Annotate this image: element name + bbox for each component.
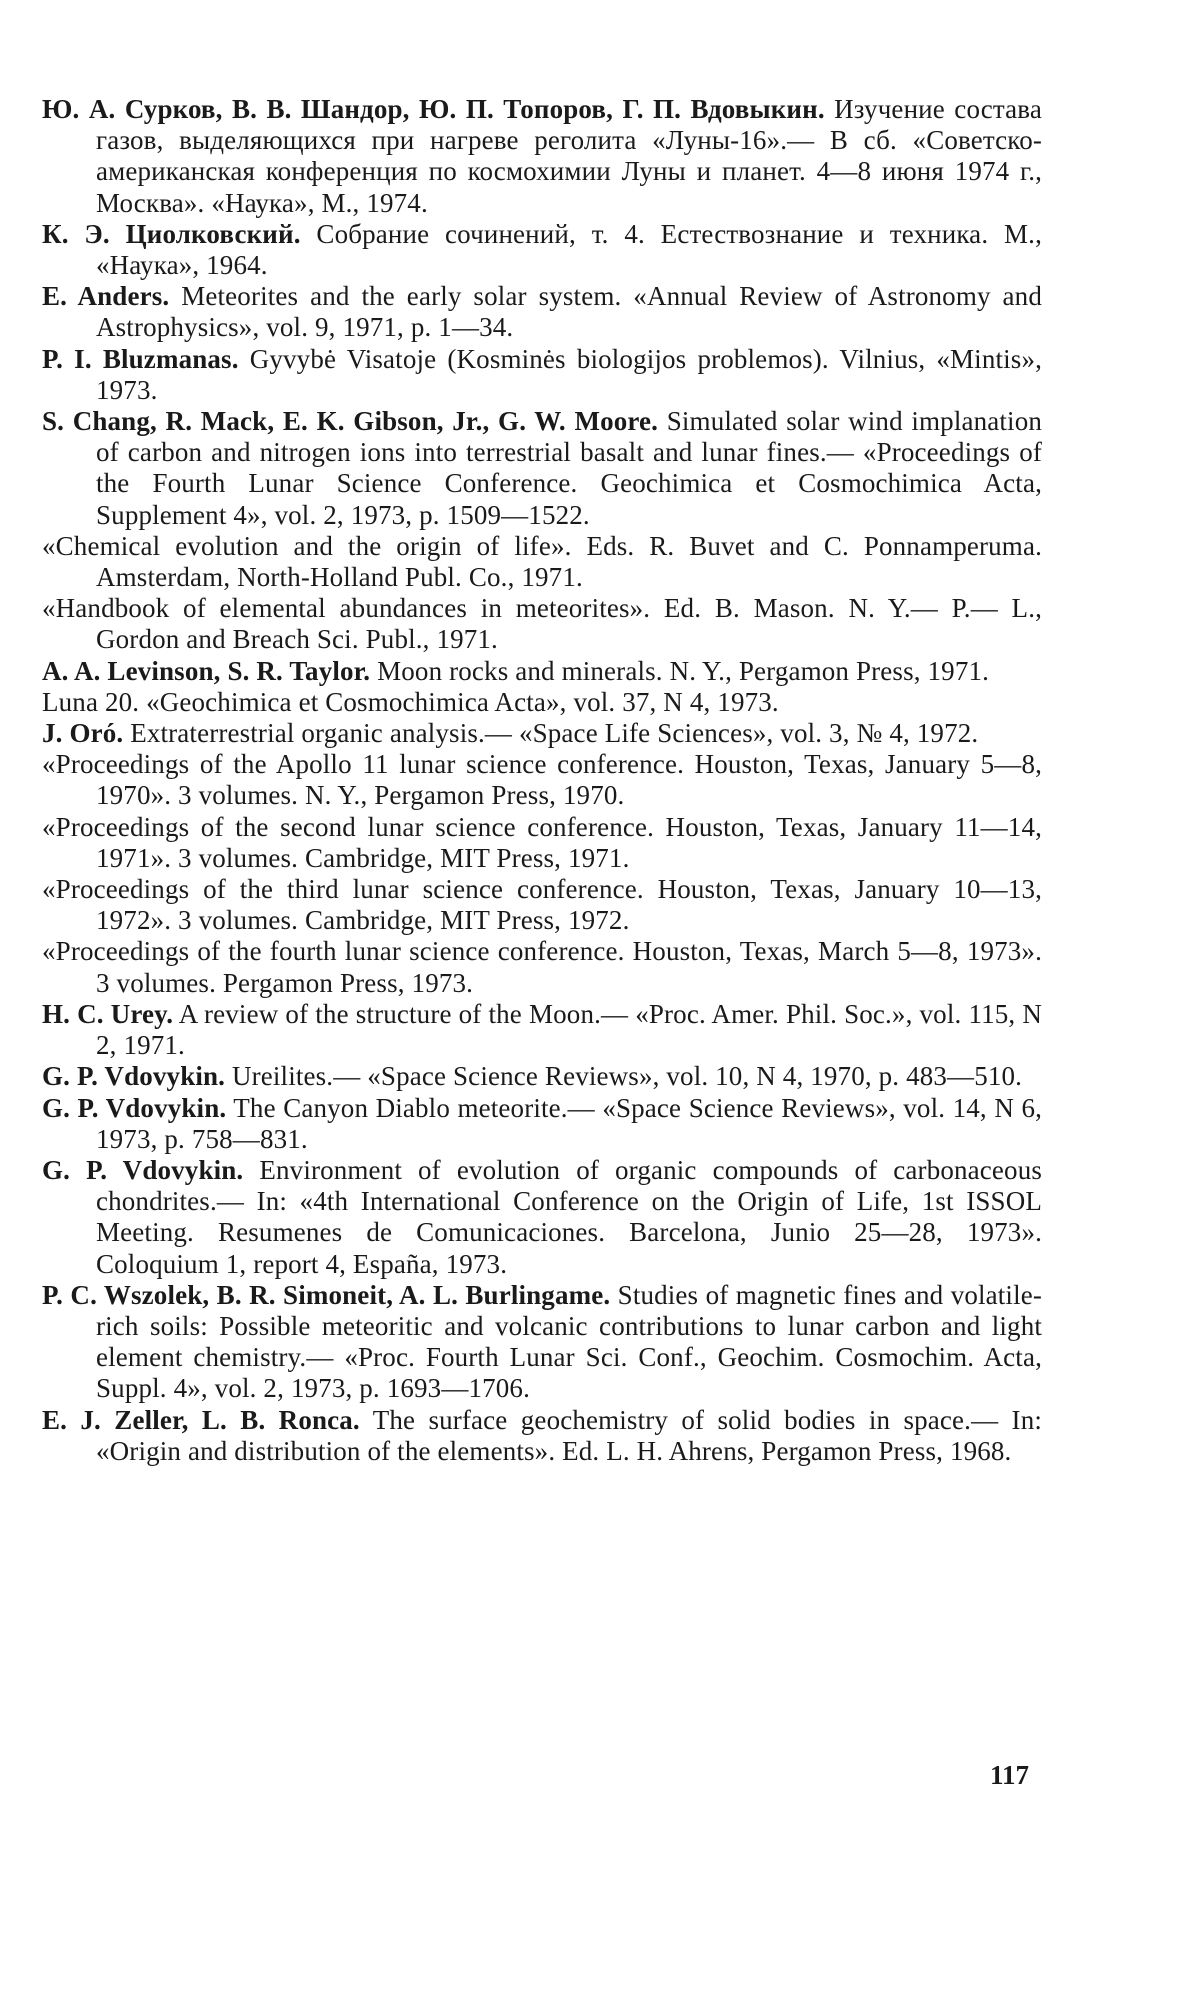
reference-entry — [42, 344, 1042, 406]
reference-text: Gyvybė Visatoje (Kosminės biologijos problemos). Vilnius, «Mintis», 1973. — [96, 343, 1042, 405]
reference-authors: H. C. Urey. — [42, 998, 174, 1029]
reference-text: «Proceedings of the third lunar science conference. Houston, Texas, January 10—13, 1972». 3 volumes. Cambridge, MIT Press, 1972. — [42, 874, 1042, 936]
reference-text: Meteorites and the early solar system. «Annual Review of Astronomy and Astrophysics», vol. 9, 1971, p. 1—34. — [96, 281, 1042, 343]
reference-entry — [42, 656, 1042, 687]
reference-authors: J. Oró. — [42, 718, 124, 749]
reference-authors: S. Chang, R. Mack, E. K. Gibson, Jr., G. W. Moore. — [42, 406, 659, 437]
reference-list — [42, 94, 1042, 1467]
reference-entry — [42, 1280, 1042, 1405]
page-number: 117 — [990, 1760, 1030, 1790]
reference-text: Изучение состава газов, выделяющихся при нагреве реголита «Луны-16».— В сб. «Советско-американская конференция по космохимии Луны и планет. 4—8 июня 1974 г., Москва». «Наука», М., 1974. — [96, 94, 1042, 218]
reference-entry — [42, 812, 1042, 874]
reference-authors: P. C. Wszolek, B. R. Simoneit, A. L. Burlingame. — [42, 1279, 611, 1310]
reference-entry — [42, 1061, 1042, 1092]
reference-text: Studies of magnetic fines and volatile-rich soils: Possible meteoritic and volcanic contributions to lunar carbon and light element chemistry.— «Proc. Fourth Lunar Sci. Conf., Geochim. Cosmochim. Acta, Suppl. 4», vol. 2, 1973, p. 1693—1706. — [96, 1279, 1043, 1404]
reference-authors: G. P. Vdovykin. — [42, 1154, 244, 1185]
reference-text: Environment of evolution of organic compounds of carbonaceous chondrites.— In: «4th International Conference on the Origin of Life, 1st ISSOL Meeting. Resumenes de Comunicaciones. Barcelona, Junio 25—28, 1973». Coloquium 1, report 4, España, 1973. — [96, 1154, 1042, 1279]
reference-authors: E. Anders. — [42, 281, 170, 312]
reference-text: Ureilites.— «Space Science Reviews», vol. 10, N 4, 1970, p. 483—510. — [225, 1061, 1023, 1092]
reference-entry — [42, 406, 1042, 531]
reference-entry — [42, 1405, 1042, 1467]
reference-text: Moon rocks and minerals. N. Y., Pergamon Press, 1971. — [370, 655, 990, 686]
reference-authors: G. P. Vdovykin. — [42, 1061, 226, 1092]
reference-entry — [42, 749, 1042, 811]
reference-text: «Proceedings of the fourth lunar science conference. Houston, Texas, March 5—8, 1973». 3 volumes. Pergamon Press, 1973. — [42, 936, 1042, 998]
reference-authors: G. P. Vdovykin. — [42, 1092, 227, 1123]
reference-authors: P. I. Bluzmanas. — [42, 343, 239, 374]
reference-text: «Handbook of elemental abundances in meteorites». Ed. B. Mason. N. Y.— P.— L., Gordon and Breach Sci. Publ., 1971. — [42, 593, 1042, 655]
reference-text: Extraterrestrial organic analysis.— «Space Life Sciences», vol. 3, № 4, 1972. — [123, 718, 979, 749]
reference-text: A review of the structure of the Moon.— «Proc. Amer. Phil. Soc.», vol. 115, N 2, 1971. — [96, 998, 1042, 1061]
reference-text: The Canyon Diablo meteorite.— «Space Science Reviews», vol. 14, N 6, 1973, p. 758—831. — [96, 1092, 1043, 1154]
reference-authors: A. A. Levinson, S. R. Taylor. — [42, 655, 371, 686]
reference-text: Simulated solar wind implanation of carbon and nitrogen ions into terrestrial basalt and lunar fines.— «Proceedings of the Fourth Lunar Science Conference. Geochimica et Cosmochimica Acta, Supplement 4», vol. 2, 1973, p. 1509—1522. — [96, 406, 1042, 530]
reference-text: Собрание сочинений, т. 4. Естествознание и техника. М., «Наука», 1964. — [96, 218, 1042, 281]
reference-entry — [42, 281, 1042, 343]
reference-entry — [42, 94, 1042, 219]
reference-entry — [42, 874, 1042, 936]
reference-text: «Chemical evolution and the origin of life». Eds. R. Buvet and C. Ponnamperuma. Amsterdam, North-Holland Publ. Co., 1971. — [42, 530, 1042, 593]
reference-authors: К. Э. Циолковский. — [42, 218, 301, 249]
reference-entry — [42, 593, 1042, 655]
reference-text: Luna 20. «Geochimica et Cosmochimica Acta», vol. 37, N 4, 1973. — [42, 686, 779, 717]
reference-entry — [42, 531, 1042, 593]
reference-entry — [42, 1155, 1042, 1280]
reference-entry — [42, 219, 1042, 281]
reference-entry — [42, 999, 1042, 1061]
reference-text: «Proceedings of the Apollo 11 lunar science conference. Houston, Texas, January 5—8, 1970». 3 volumes. N. Y., Pergamon Press, 1970. — [42, 749, 1042, 811]
reference-authors: E. J. Zeller, L. B. Ronca. — [42, 1404, 360, 1435]
reference-entry — [42, 718, 1042, 749]
reference-entry — [42, 936, 1042, 998]
reference-text: The surface geochemistry of solid bodies in space.— In: «Origin and distribution of the elements». Ed. L. H. Ahrens, Pergamon Press, 1968. — [96, 1404, 1042, 1466]
reference-text: «Proceedings of the second lunar science conference. Houston, Texas, January 11—14, 1971». 3 volumes. Cambridge, MIT Press, 1971. — [42, 811, 1042, 873]
reference-entry — [42, 687, 1042, 718]
reference-authors: Ю. А. Сурков, В. В. Шандор, Ю. П. Топоров, Г. П. Вдовыкин. — [42, 94, 825, 124]
reference-entry — [42, 1093, 1042, 1155]
